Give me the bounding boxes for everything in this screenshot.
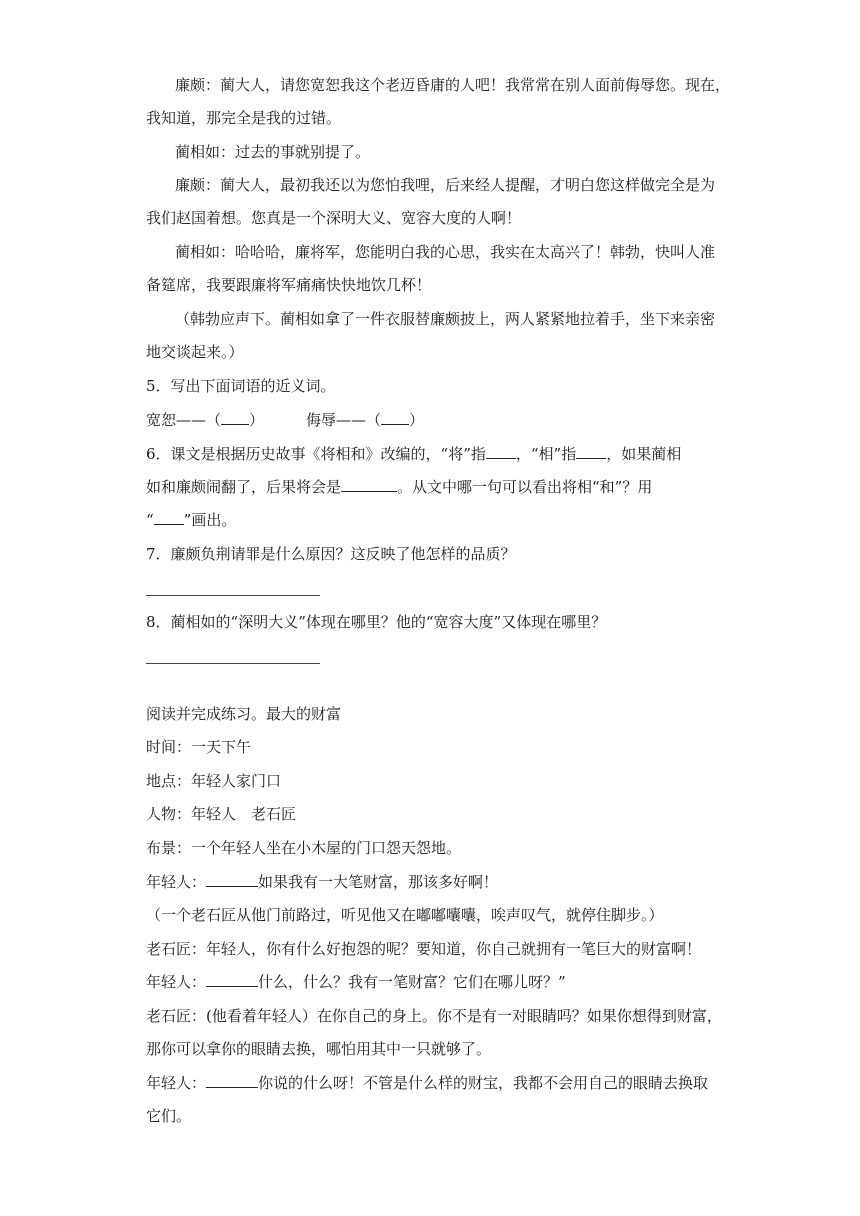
answer-line-q7[interactable] <box>146 595 320 596</box>
dialogue-linxiangru-2-cont: 备筵席，我要跟廉将军痛痛快快地饮几杯！ <box>146 276 432 294</box>
q6-text-b: ，“相”指 <box>515 445 577 463</box>
dialogue-text: 什么，什么？我有一笔财富？它们在哪儿呀？” <box>258 973 566 991</box>
dialogue-lianpo-1: 廉颇：蔺大人，请您宽恕我这个老迈昏庸的人吧！我常常在别人面前侮辱您。现在， <box>175 76 731 94</box>
dialogue-young-3 <box>146 1073 708 1093</box>
speaker-young: 年轻人： <box>146 873 207 891</box>
script-scene: 布景：一个年轻人坐在小木屋的门口怨天怨地。 <box>146 839 462 857</box>
question-5-title: 5．写出下面词语的近义词。 <box>146 377 336 395</box>
q6-text-g: ”画出。 <box>183 511 237 529</box>
answer-blank-consequence[interactable] <box>341 477 397 492</box>
answer-blank-jiang[interactable] <box>486 444 516 459</box>
stage-direction-2: （一个老石匠从他门前路过，听见他又在嘟嘟囔囔，唉声叹气，就停住脚步。） <box>146 906 664 924</box>
speaker-young: 年轻人： <box>146 973 207 991</box>
dialogue-text: 你说的什么呀！不管是什么样的财宝，我都不会用自己的眼睛去换取 <box>258 1074 709 1092</box>
dialogue-mason-1: 老石匠：年轻人，你有什么好抱怨的呢？要知道，你自己就拥有一笔巨大的财富啊！ <box>146 940 702 958</box>
answer-blank-tone-1[interactable] <box>206 872 258 887</box>
script-time: 时间：一天下午 <box>146 738 252 756</box>
dialogue-lianpo-2-cont: 我们赵国着想。您真是一个深明大义、宽容大度的人啊！ <box>146 209 522 227</box>
dialogue-young-3-cont: 它们。 <box>146 1107 192 1125</box>
script-place: 地点：年轻人家门口 <box>146 772 282 790</box>
dialogue-young-2 <box>146 972 566 992</box>
word-1-close: ） <box>249 411 265 429</box>
dialogue-young-1 <box>146 872 498 892</box>
q6-text-f: “ <box>146 511 154 529</box>
speaker-young: 年轻人： <box>146 1074 207 1092</box>
question-8-title: 8．蔺相如的“深明大义”体现在哪里？他的“宽容大度”又体现在哪里？ <box>146 613 607 631</box>
reading-heading: 阅读并完成练习。最大的财富 <box>146 705 342 723</box>
question-6-line-3 <box>146 510 236 530</box>
dialogue-lianpo-2: 廉颇：蔺大人，最初我还以为您怕我哩，后来经人提醒，才明白您这样做完全是为 <box>175 176 716 194</box>
word-1-label: 宽恕——（ <box>146 411 222 429</box>
script-characters: 人物：年轻人 老石匠 <box>146 805 297 823</box>
answer-line-q8[interactable] <box>146 663 320 664</box>
q6-text-d: 如和廉颇闹翻了，后果将会是 <box>146 478 342 496</box>
dialogue-linxiangru-1: 蔺相如：过去的事就别提了。 <box>175 143 371 161</box>
question-7-title: 7．廉颇负荆请罪是什么原因？这反映了他怎样的品质？ <box>146 545 516 563</box>
answer-blank-1[interactable] <box>221 410 249 425</box>
answer-blank-2[interactable] <box>381 410 409 425</box>
answer-blank-tone-3[interactable] <box>206 1073 258 1088</box>
stage-direction: （韩勃应声下。蔺相如拿了一件衣服替廉颇披上，两人紧紧地拉着手，坐下来亲密 <box>175 310 716 328</box>
question-5-words <box>146 410 424 430</box>
dialogue-text: 如果我有一大笔财富，那该多好啊！ <box>258 873 499 891</box>
answer-blank-mark[interactable] <box>154 510 184 525</box>
word-2-label: 侮辱——（ <box>306 411 382 429</box>
q6-text-c: ，如果蔺相 <box>606 445 682 463</box>
dialogue-mason-2-cont: 那你可以拿你的眼睛去换，哪怕用其中一只就够了。 <box>146 1040 492 1058</box>
dialogue-lianpo-1-cont: 我知道，那完全是我的过错。 <box>146 109 342 127</box>
question-6-line-1 <box>146 444 681 464</box>
word-2-close: ） <box>409 411 425 429</box>
dialogue-mason-2: 老石匠：(他看着年轻人）在你自己的身上。你不是有一对眼睛吗？如果你想得到财富， <box>146 1007 722 1025</box>
answer-blank-xiang[interactable] <box>576 444 606 459</box>
q6-text-e: 。从文中哪一句可以看出将相“和”？用 <box>397 478 653 496</box>
question-6-line-2 <box>146 477 652 497</box>
stage-direction-cont: 地交谈起来。） <box>146 343 244 361</box>
dialogue-linxiangru-2: 蔺相如：哈哈哈，廉将军，您能明白我的心思，我实在太高兴了！韩勃，快叫人准 <box>175 243 716 261</box>
q6-text-a: 6．课文是根据历史故事《将相和》改编的，“将”指 <box>146 445 486 463</box>
answer-blank-tone-2[interactable] <box>206 972 258 987</box>
